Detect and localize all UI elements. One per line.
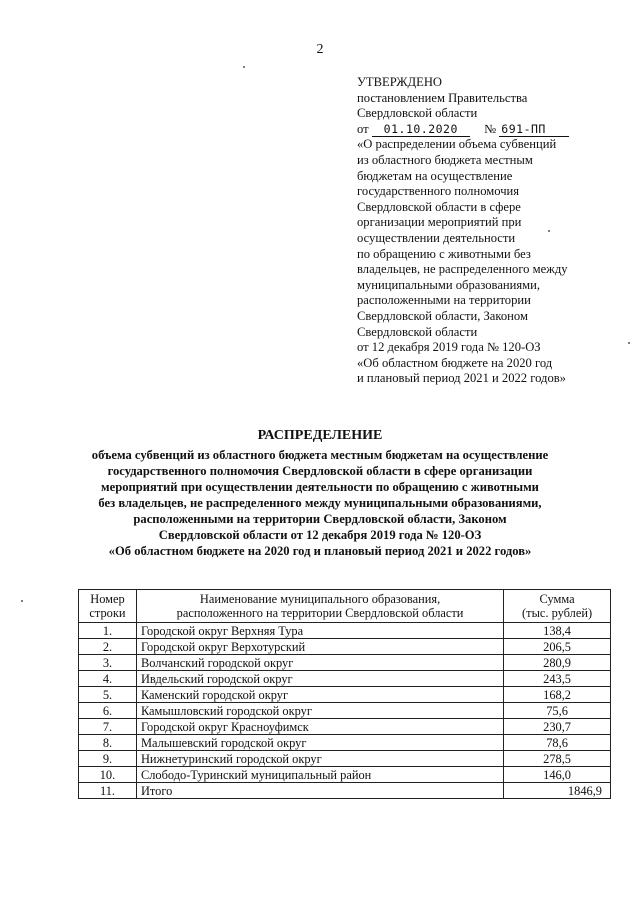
page-number: 2 [316,42,324,57]
ref-line: от 12 декабря 2019 года № 120-ОЗ [357,340,541,355]
document-subtitle [70,447,570,559]
row-sum: 243,5 [504,671,611,687]
row-sum: 75,6 [504,703,611,719]
municipality-name: Волчанский городской округ [136,655,503,671]
ref-line: «Об областном бюджете на 2020 год [357,355,553,370]
header-municipality [136,590,503,623]
row-number: 5. [79,687,137,703]
row-sum: 1846,9 [504,783,611,799]
row-sum: 206,5 [504,639,611,655]
row-number: 4. [79,671,137,687]
table-row [79,719,611,735]
row-sum: 78,6 [504,735,611,751]
municipality-name: Слободо-Туринский муниципальный район [136,767,503,783]
row-sum: 230,7 [504,719,611,735]
municipality-name: Городской округ Красноуфимск [136,719,503,735]
approval-heading: УТВЕРЖДЕНО [357,75,443,89]
table-row [79,703,611,719]
scan-speck [236,718,238,720]
ref-line: муниципальными образованиями, [357,277,541,292]
table-row [79,735,611,751]
approval-date: 01.10.2020 [372,123,470,137]
header-text: расположенного на территории Свердловской области [176,606,464,620]
table-row [79,767,611,783]
row-number: 7. [79,719,137,735]
table-row-total [79,783,611,799]
row-number: 2. [79,639,137,655]
header-text: (тыс. рублей) [522,606,593,620]
approval-line-2: Свердловской области [357,106,478,121]
row-number: 9. [79,751,137,767]
row-sum: 168,2 [504,687,611,703]
table-row [79,751,611,767]
ref-line: владельцев, не распределенного между [357,262,568,277]
ref-line: организации мероприятий при [357,215,522,230]
row-number: 10. [79,767,137,783]
date-prefix: от [357,121,369,136]
approval-number: 691-ПП [499,123,569,137]
subtitle-line: Свердловской области от 12 декабря 2019 года № 120-ОЗ [158,528,482,542]
ref-line: государственного полномочия [357,184,520,199]
number-prefix: № [484,121,497,136]
municipality-name: Нижнетуринский городской округ [136,751,503,767]
scan-speck [548,230,550,232]
scan-speck [21,600,23,602]
municipality-name: Ивдельский городской округ [136,671,503,687]
header-text: Сумма [539,592,575,606]
ref-line: и плановый период 2021 и 2022 годов» [357,371,566,386]
table-row [79,671,611,687]
row-sum: 138,4 [504,623,611,639]
header-text: Номер [90,592,125,606]
scan-speck [243,66,245,68]
header-sum [504,590,611,623]
subtitle-line: государственного полномочия Свердловской области в сфере организации [107,464,533,478]
ref-line: осуществлении деятельности [357,230,516,245]
ref-line: Свердловской области [357,324,478,339]
ref-line: Свердловской области в сфере [357,199,521,214]
row-number: 6. [79,703,137,719]
table-row [79,655,611,671]
table-header-row [79,590,611,623]
approval-line-1: постановлением Правительства [357,90,528,105]
distribution-table [78,589,611,799]
header-text: строки [89,606,126,620]
ref-line: «О распределении объема субвенций [357,137,557,152]
municipality-name: Итого [136,783,503,799]
subtitle-line: мероприятий при осуществлении деятельности по обращению с животными [101,480,539,494]
subtitle-line: расположенными на территории Свердловской области, Законом [133,512,507,526]
subtitle-line: без владельцев, не распределенного между муниципальными образованиями, [98,496,542,510]
table-row [79,623,611,639]
approval-date-line [357,122,627,138]
municipality-name: Каменский городской округ [136,687,503,703]
header-text: Наименование муниципального образования, [199,592,441,606]
row-number: 11. [79,783,137,799]
subtitle-line: объема субвенций из областного бюджета местным бюджетам на осуществление [91,448,549,462]
document-title: РАСПРЕДЕЛЕНИЕ [257,428,383,443]
row-sum: 146,0 [504,767,611,783]
header-row-number [79,590,137,623]
ref-line: Свердловской области, Законом [357,308,528,323]
row-number: 1. [79,623,137,639]
row-number: 8. [79,735,137,751]
ref-line: расположенными на территории [357,293,531,308]
table-row [79,639,611,655]
ref-line: из областного бюджета местным [357,152,533,167]
municipality-name: Городской округ Верхняя Тура [136,623,503,639]
ref-line: бюджетам на осуществление [357,168,513,183]
municipality-name: Городской округ Верхотурский [136,639,503,655]
row-number: 3. [79,655,137,671]
subtitle-line: «Об областном бюджете на 2020 год и плановый период 2021 и 2022 годов» [108,544,532,558]
approval-block [357,75,627,387]
row-sum: 280,9 [504,655,611,671]
scan-speck [628,342,630,344]
municipality-name: Малышевский городской округ [136,735,503,751]
table-row [79,687,611,703]
municipality-name: Камышловский городской округ [136,703,503,719]
row-sum: 278,5 [504,751,611,767]
ref-line: по обращению с животными без [357,246,531,261]
